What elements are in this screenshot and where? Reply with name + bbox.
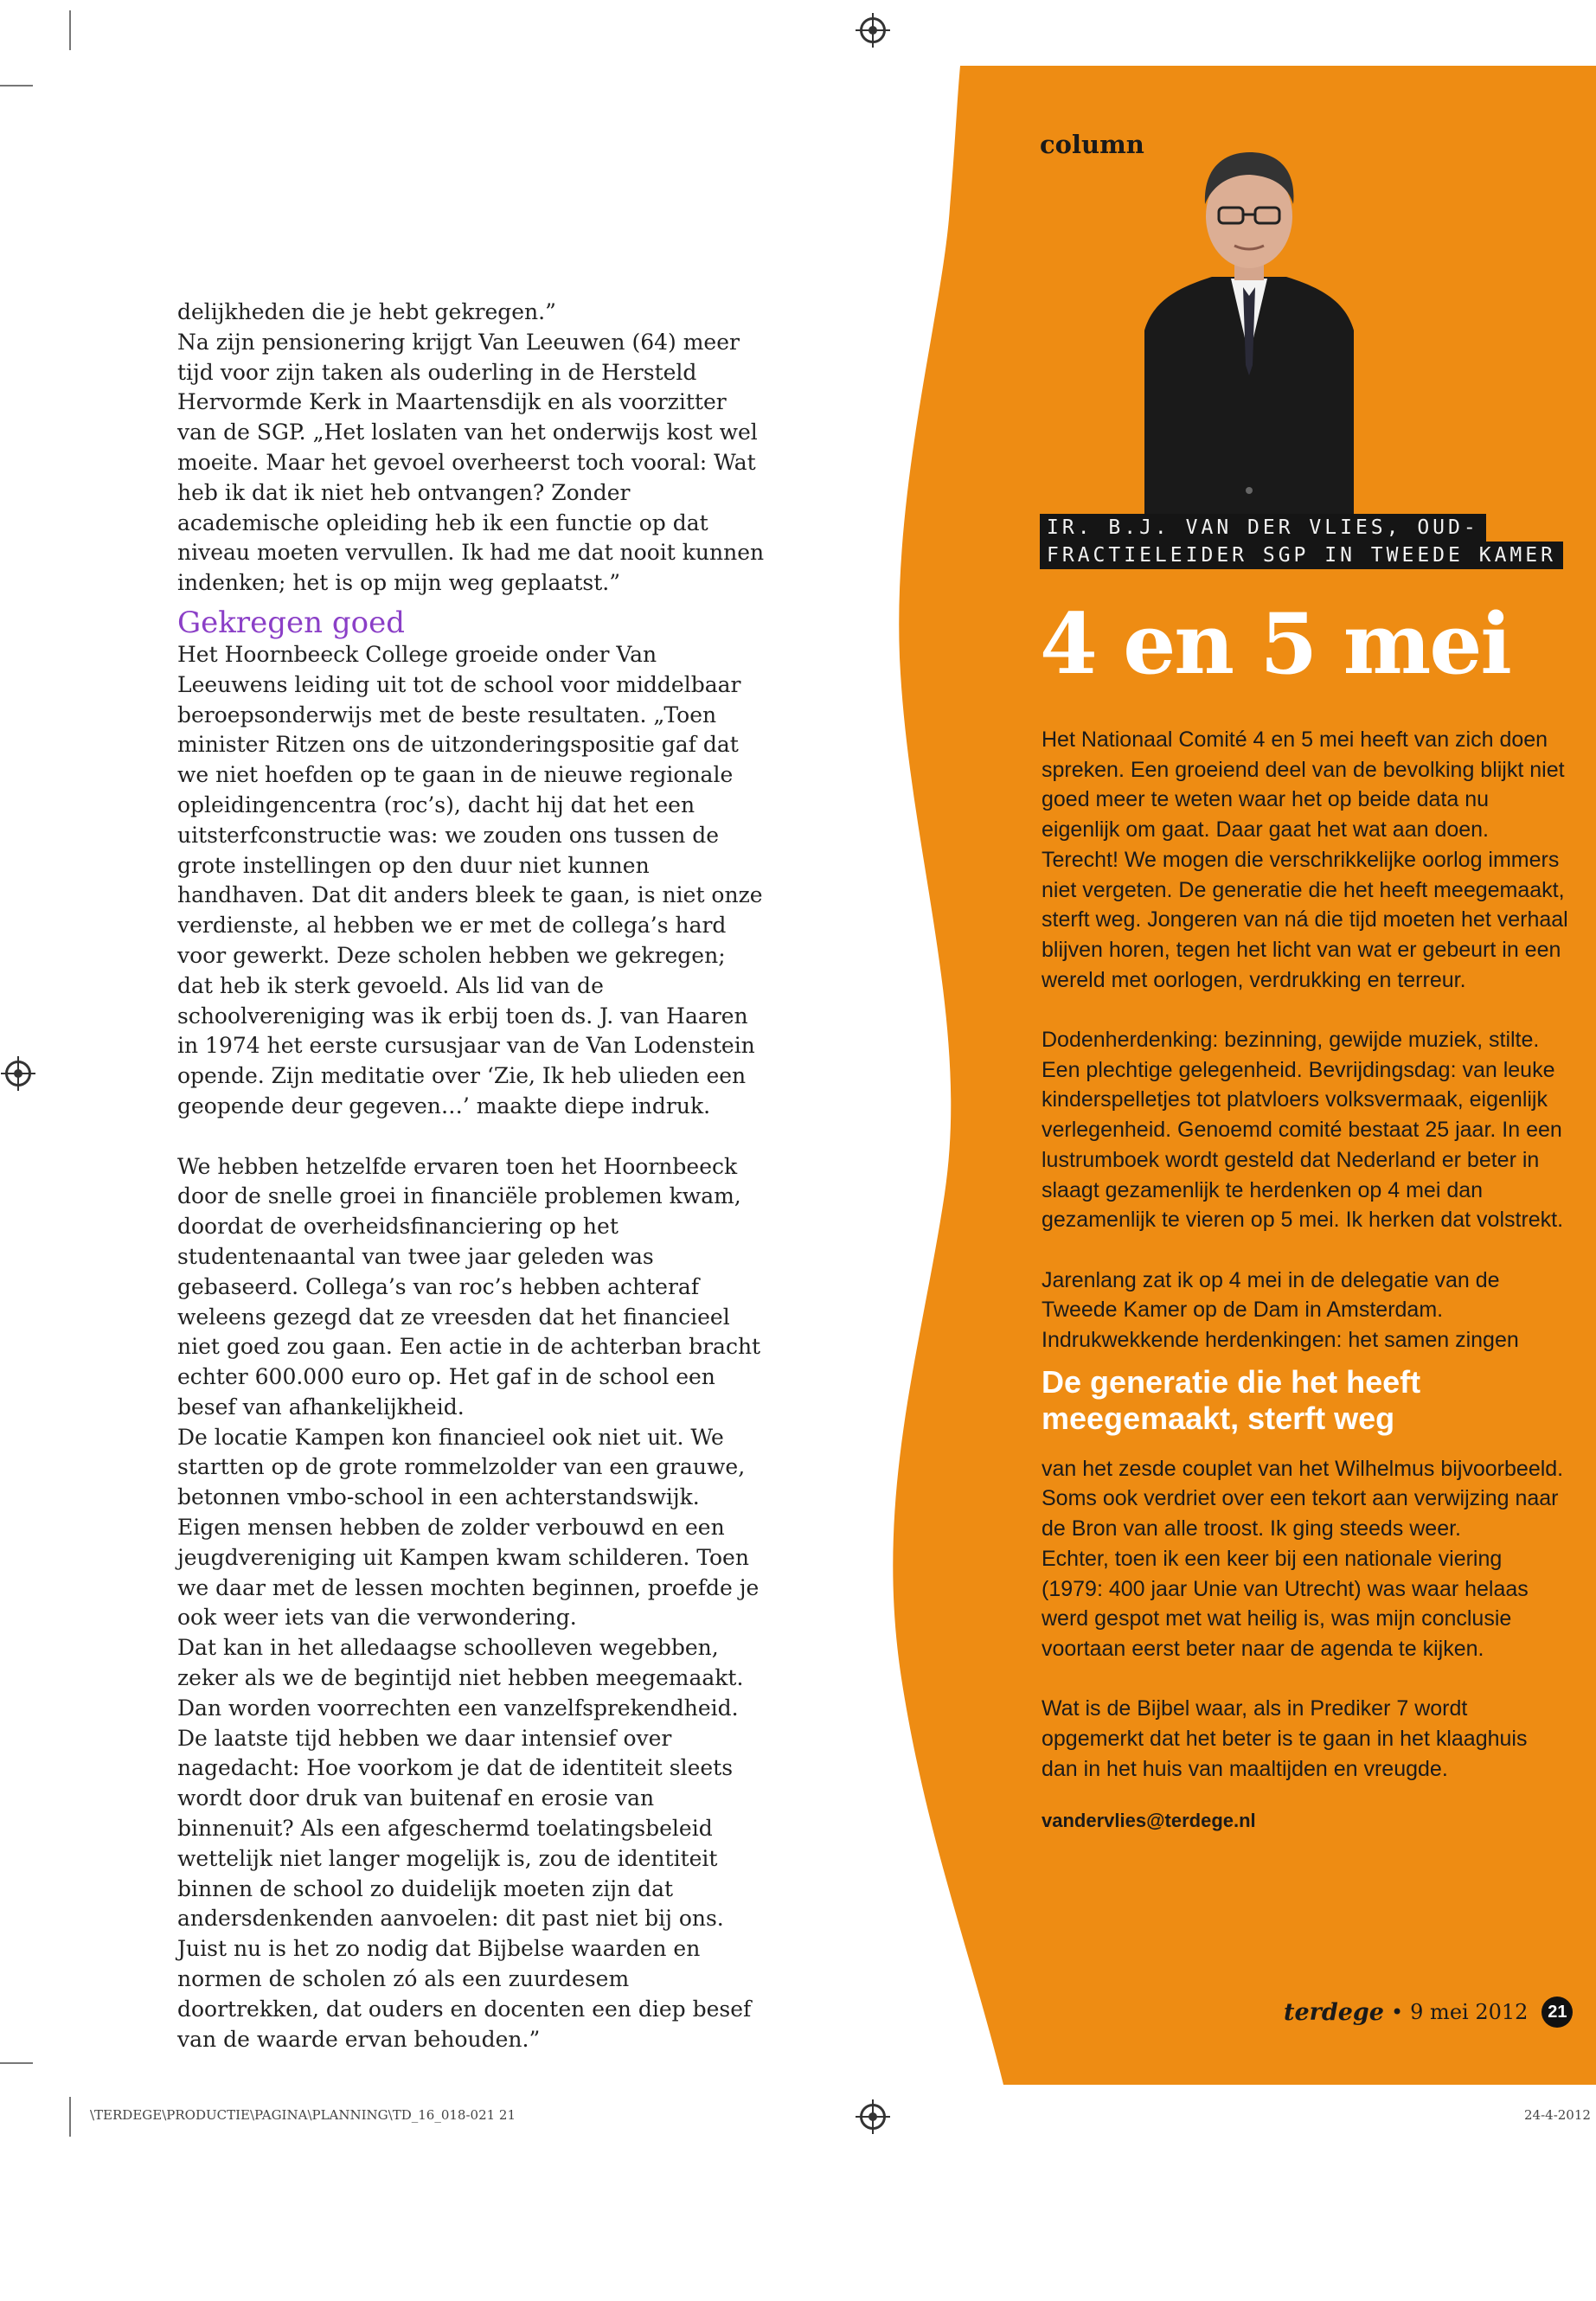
column-body bbox=[1042, 725, 1569, 1836]
magazine-brand: terdege bbox=[1284, 1998, 1384, 2026]
author-email-link[interactable]: vandervlies@terdege.nl bbox=[1042, 1810, 1256, 1832]
print-slug-path: \TERDEGE\PRODUCTIE\PAGINA\PLANNING\TD_16_018-021 21 bbox=[90, 2107, 516, 2123]
column-label: column bbox=[1040, 130, 1144, 159]
caption-line: IR. B.J. VAN DER VLIES, OUD- bbox=[1040, 514, 1486, 542]
photo-caption bbox=[1040, 514, 1589, 569]
article-paragraph: delijkheden die je hebt gekregen.” Na zijn pensionering krijgt Van Leeuwen (64) meer tijd voor zijn taken als ouderling in de Hersteld Hervormde Kerk in Maartensdijk en als voorzitter van de SGP. „Het loslaten van het onderwijs kost wel moeite. Maar het gevoel overheerst toch vooral: Wat heb ik dat ik niet heb ontvangen? Zonder academische opleiding heb ik een functie op dat niveau moeten vervullen. Ik had me dat nooit kunnen indenken; het is op mijn weg geplaatst.” bbox=[177, 299, 765, 596]
column-title: 4 en 5 mei bbox=[1040, 595, 1510, 693]
print-slug-date: 24-4-2012 bbox=[1524, 2107, 1591, 2123]
left-article bbox=[177, 298, 766, 2054]
column-paragraph: Het Nationaal Comité 4 en 5 mei heeft van zich doen spreken. Een groeiend deel van de bevolking blijkt niet goed meer te weten waar het op beide data nu eigenlijk om gaat. Daar gaat het wat aan doen. Terecht! We mogen die verschrikkelijke oorlog immers niet vergeten. De generatie die het heeft meegemaakt, sterft weg. Jongeren van ná die tijd moeten het verhaal blijven horen, tegen het licht van wat er gebeurt in een wereld met oorlogen, verdrukking en terreur. bbox=[1042, 727, 1568, 992]
issue-date: 9 mei 2012 bbox=[1410, 2000, 1529, 2024]
author-portrait-photo bbox=[1144, 149, 1354, 514]
footer-separator: • bbox=[1391, 2000, 1404, 2024]
article-subheading: Gekregen goed bbox=[177, 605, 405, 640]
column-paragraph: Wat is de Bijbel waar, als in Prediker 7 wordt opgemerkt dat het beter is te gaan in het klaaghuis dan in het huis van maaltijden en vreugde. bbox=[1042, 1696, 1528, 1781]
pull-quote: De generatie die het heeft meegemaakt, sterft weg bbox=[1042, 1363, 1421, 1436]
column-paragraph: van het zesde couplet van het Wilhelmus bijvoorbeeld. Soms ook verdriet over een tekort aan verwijzing naar de Bron van alle troost. Ik ging steeds weer. Echter, toen ik een keer bij een nationale viering (1979: 400 jaar Unie van Utrecht) was waar helaas werd gespot met wat heilig is, was mijn conclusie voortaan eerst beter naar de agenda te kijken. bbox=[1042, 1456, 1564, 1661]
column-paragraph: Jarenlang zat ik op 4 mei in de delegatie van de Tweede Kamer op de Dam in Amsterdam. Indrukwekkende herdenkingen: het samen zingen bbox=[1042, 1267, 1519, 1353]
page-number-badge: 21 bbox=[1542, 1997, 1573, 2028]
caption-line: FRACTIELEIDER SGP IN TWEEDE KAMER bbox=[1040, 542, 1563, 569]
article-paragraph: We hebben hetzelfde ervaren toen het Hoornbeeck door de snelle groei in financiële problemen kwam, doordat de overheidsfinanciering op het studentenaantal van twee jaar geleden was gebaseerd. Collega’s van roc’s hebben achteraf weleens gezegd dat ze vreesden dat het financieel niet goed zou gaan. Een actie in de achterban bracht echter 600.000 euro op. Het gaf in de school een besef van afhankelijkheid. De locatie Kampen kon financieel ook niet uit. We startten op de grote rommelzolder van een grauwe, betonnen vmbo-school in een achterstandswijk. Eigen mensen hebben de zolder verbouwd en een jeugdvereniging uit Kampen kwam schilderen. Toen we daar met de lessen mochten beginnen, proefde je ook weer iets van die verwondering. Dat kan in het alledaagse schoolleven wegebben, zeker als we de begintijd niet hebben meegemaakt. Dan worden voorrechten een vanzelfsprekendheid. De laatste tijd hebben we daar intensief over nagedacht: Hoe voorkom je dat de identiteit sleets wordt door druk van buitenaf en erosie van binnenuit? Als een afgeschermd toelatingsbeleid wettelijk niet langer mogelijk is, zou de identiteit binnen de school zo duidelijk moeten zijn dat andersdenkenden aanvoelen: dit past niet bij ons. Juist nu is het zo nodig dat Bijbelse waarden en normen de scholen zó als een zuurdesem doortrekken, dat ouders en docenten een diep besef van de waarde ervan behouden.” bbox=[177, 1153, 761, 2052]
column-paragraph: Dodenherdenking: bezinning, gewijde muziek, stilte. Een plechtige gelegenheid. Bevrijdingsdag: van leuke kinderspelletjes tot platvloers volksvermaak, eigenlijk verlegenheid. Genoemd comité bestaat 25 jaar. In een lustrumboek wordt gesteld dat Nederland er beter in slaagt gezamenlijk te herdenken op 4 mei dan gezamenlijk te vieren op 5 mei. Ik herken dat volstrekt. bbox=[1042, 1028, 1564, 1233]
page-footer bbox=[1284, 1995, 1573, 2029]
article-paragraph: Het Hoornbeeck College groeide onder Van Leeuwens leiding uit tot de school voor middelbaar beroepsonderwijs met de beste resultaten. „Toen minister Ritzen ons de uitzonderingspositie gaf dat we niet hoefden op te gaan in de nieuwe regionale opleidingencentra (roc’s), dacht hij dat het een uitsterfconstructie was: we zouden ons tussen de grote instellingen op den duur niet kunnen handhaven. Dat dit anders bleek te gaan, is niet onze verdienste, al hebben we er met de collega’s hard voor gewerkt. Deze scholen hebben we gekregen; dat heb ik sterk gevoeld. Als lid van de schoolvereniging was ik erbij toen ds. J. van Haaren in 1974 het eerste cursusjaar van de Van Lodenstein opende. Zijn meditatie over ‘Zie, Ik heb ulieden een geopende deur gegeven…’ maakte diepe indruk. bbox=[177, 641, 763, 1118]
